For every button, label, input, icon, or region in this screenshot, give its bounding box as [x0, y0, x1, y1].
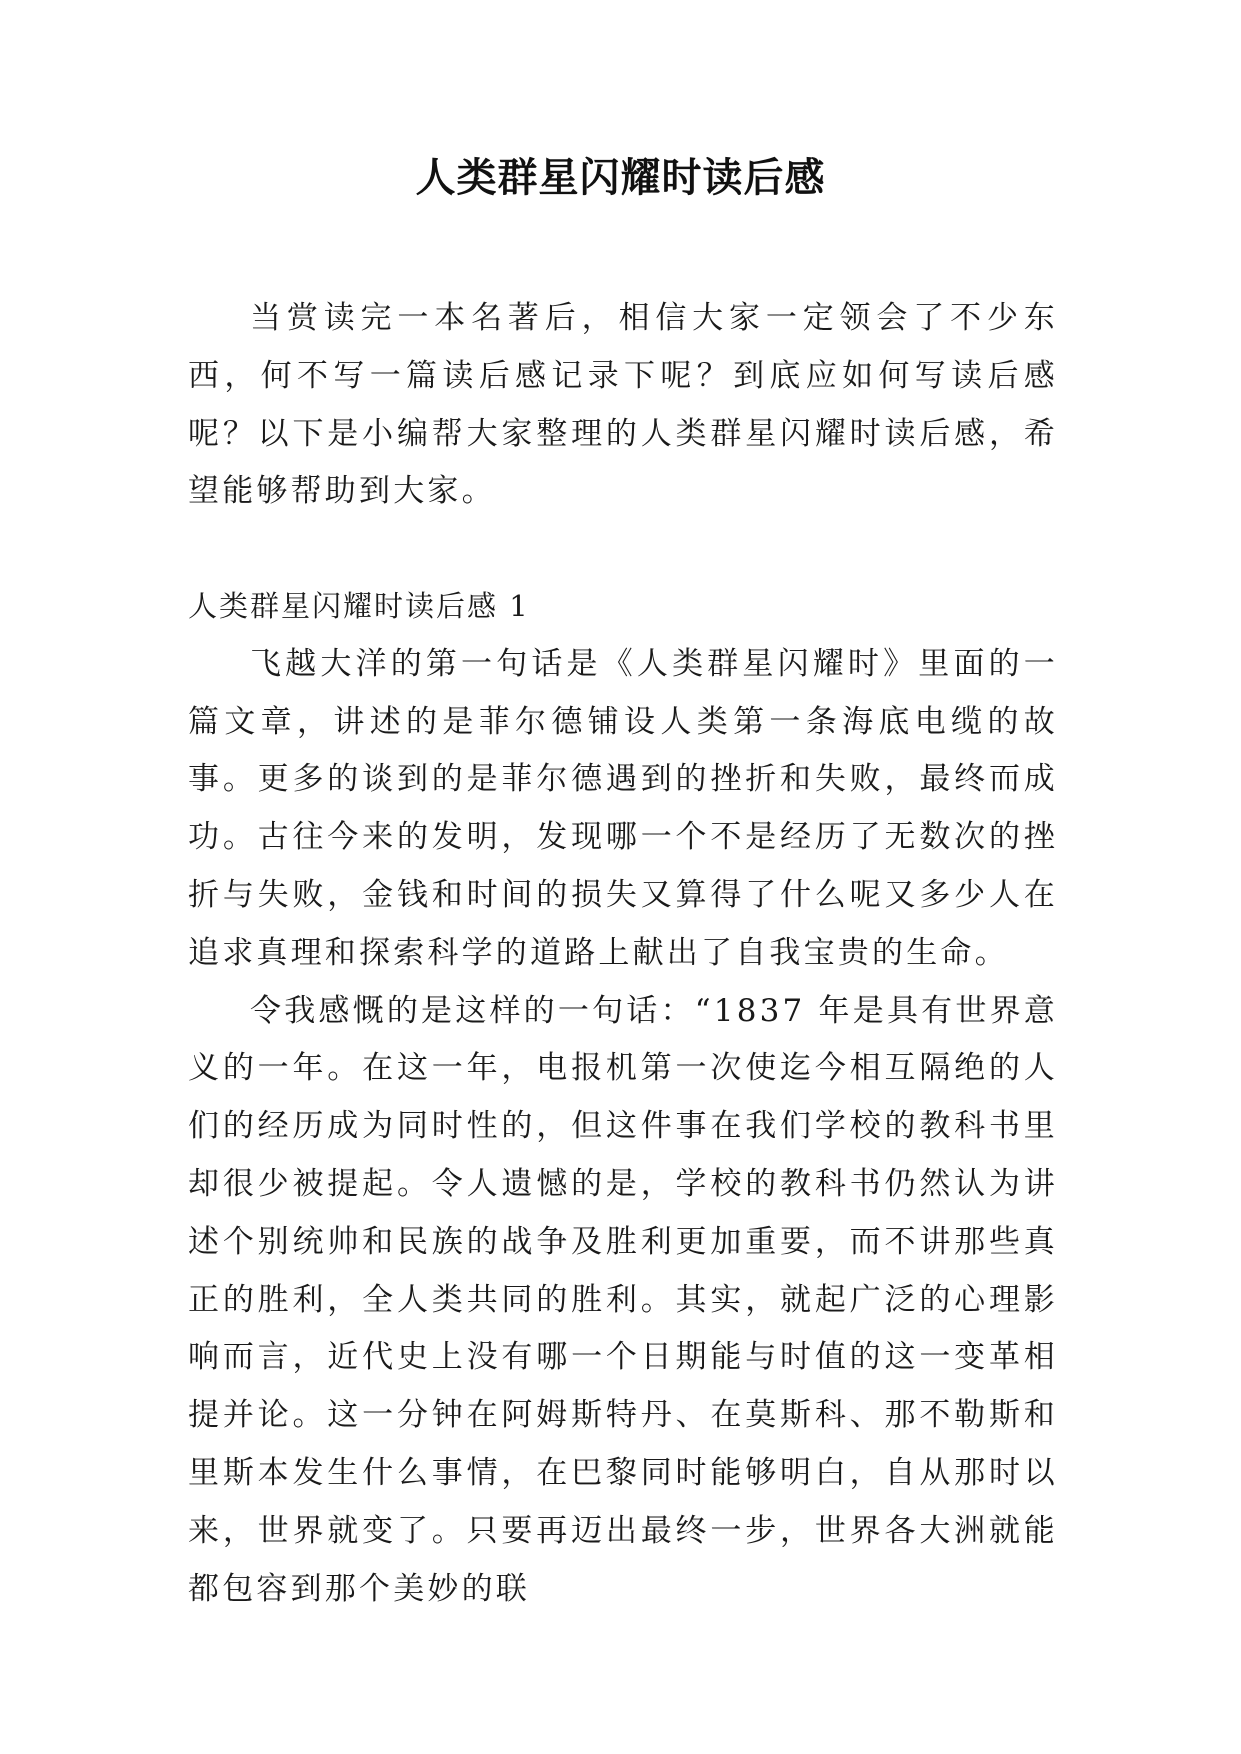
intro-block: [188, 290, 1058, 521]
section-block: [188, 578, 1058, 1618]
section-heading: 人类群星闪耀时读后感 1: [188, 589, 530, 623]
document-title: 人类群星闪耀时读后感: [415, 155, 826, 201]
body-paragraph-2: 令我感慨的是这样的一句话：“1837 年是具有世界意义的一年。在这一年，电报机第一次使迄今相互隔绝的人们的经历成为同时性的，但这件事在我们学校的教科书里却很少被提起。令人遗憾的是，学校的教科书仍然认为讲述个别统帅和民族的战争及胜利更加重要，而不讲那些真正的胜利，全人类共同的胜利。其实，就起广泛的心理影响而言，近代史上没有哪一个日期能与时值的这一变革相提并论。这一分钟在阿姆斯特丹、在莫斯科、那不勒斯和里斯本发生什么事情，在巴黎同时能够明白，自从那时以来，世界就变了。只要再迈出最终一步，世界各大洲就能都包容到那个美妙的联: [188, 992, 1058, 1607]
intro-paragraph: 当赏读完一本名著后，相信大家一定领会了不少东西，何不写一篇读后感记录下呢？到底应如何写读后感呢？以下是小编帮大家整理的人类群星闪耀时读后感，希望能够帮助到大家。: [188, 300, 1058, 510]
body-paragraph-1: 飞越大洋的第一句话是《人类群星闪耀时》里面的一篇文章，讲述的是菲尔德铺设人类第一条海底电缆的故事。更多的谈到的是菲尔德遇到的挫折和失败，最终而成功。古往今来的发明，发现哪一个不是经历了无数次的挫折与失败，金钱和时间的损失又算得了什么呢又多少人在追求真理和探索科学的道路上献出了自我宝贵的生命。: [188, 645, 1058, 971]
